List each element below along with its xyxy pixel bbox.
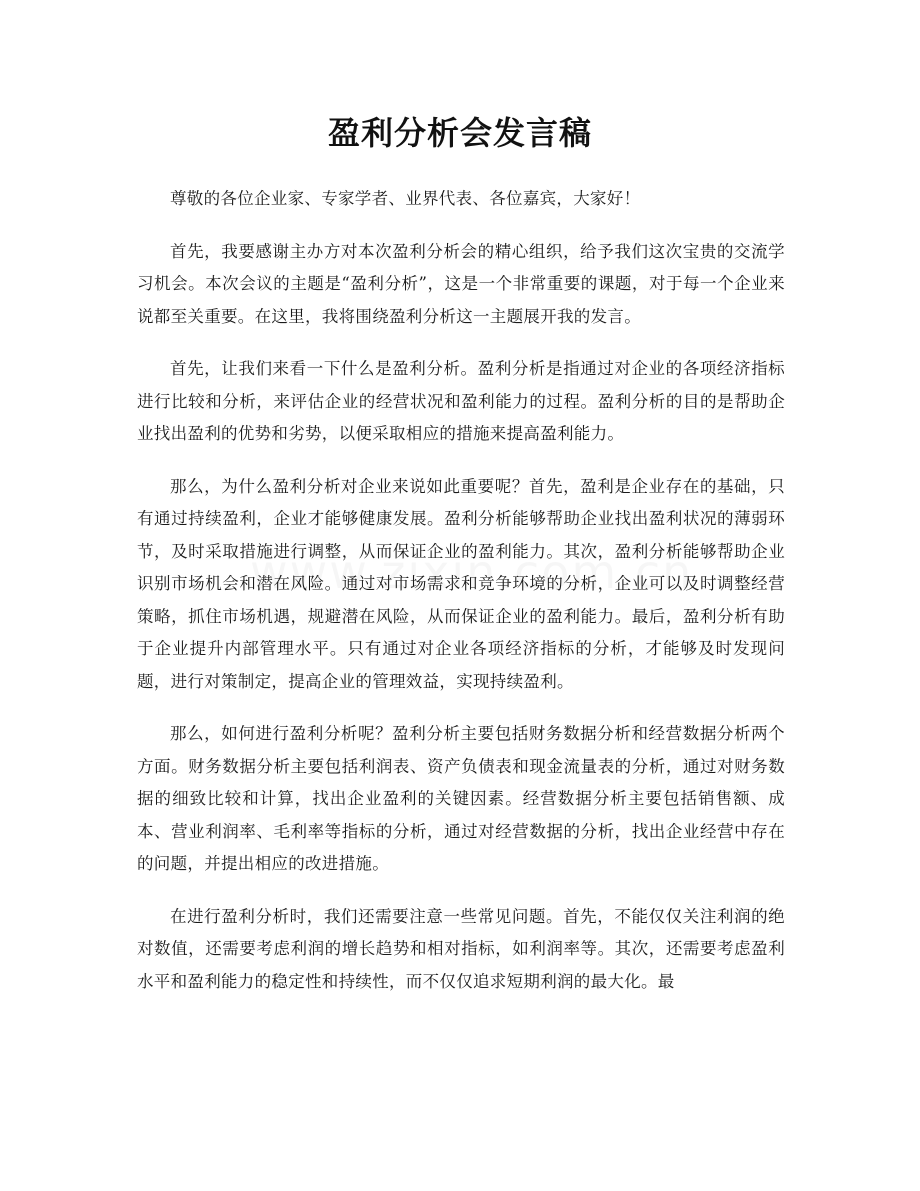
document-title: 盈利分析会发言稿 <box>327 114 592 152</box>
paragraph-intro: 首先，我要感谢主办方对本次盈利分析会的精心组织，给予我们这次宝贵的交流学习机会。本次会议的主题是“盈利分析”，这是一个非常重要的课题，对于每一个企业来说都至关重要。在这里，我将围绕盈利分析这一主题展开我的发言。 <box>137 241 785 326</box>
document-body <box>137 183 785 1018</box>
paragraph-method: 那么，如何进行盈利分析呢？盈利分析主要包括财务数据分析和经营数据分析两个方面。财务数据分析主要包括利润表、资产负债表和现金流量表的分析，通过对财务数据的细致比较和计算，找出企业盈利的关键因素。经营数据分析主要包括销售额、成本、营业利润率、毛利率等指标的分析，通过对经营数据的分析，找出企业经营中存在的问题，并提出相应的改进措施。 <box>137 724 785 873</box>
paragraph-greeting: 尊敬的各位企业家、专家学者、业界代表、各位嘉宾，大家好！ <box>170 189 641 208</box>
paragraph-cautions: 在进行盈利分析时，我们还需要注意一些常见问题。首先，不能仅仅关注利润的绝对数值，还需要考虑利润的增长趋势和相对指标，如利润率等。其次，还需要考虑盈利水平和盈利能力的稳定性和持续性，而不仅仅追求短期利润的最大化。最 <box>137 906 785 991</box>
paragraph-importance: 那么，为什么盈利分析对企业来说如此重要呢？首先，盈利是企业存在的基础，只有通过持续盈利，企业才能够健康发展。盈利分析能够帮助企业找出盈利状况的薄弱环节，及时采取措施进行调整，从而保证企业的盈利能力。其次，盈利分析能够帮助企业识别市场机会和潜在风险。通过对市场需求和竞争环境的分析，企业可以及时调整经营策略，抓住市场机遇，规避潜在风险，从而保证企业的盈利能力。最后，盈利分析有助于企业提升内部管理水平。只有通过对企业各项经济指标的分析，才能够及时发现问题，进行对策制定，提高企业的管理效益，实现持续盈利。 <box>137 476 785 691</box>
paragraph-definition: 首先，让我们来看一下什么是盈利分析。盈利分析是指通过对企业的各项经济指标进行比较和分析，来评估企业的经营状况和盈利能力的过程。盈利分析的目的是帮助企业找出盈利的优势和劣势，以便采取相应的措施来提高盈利能力。 <box>137 359 785 443</box>
